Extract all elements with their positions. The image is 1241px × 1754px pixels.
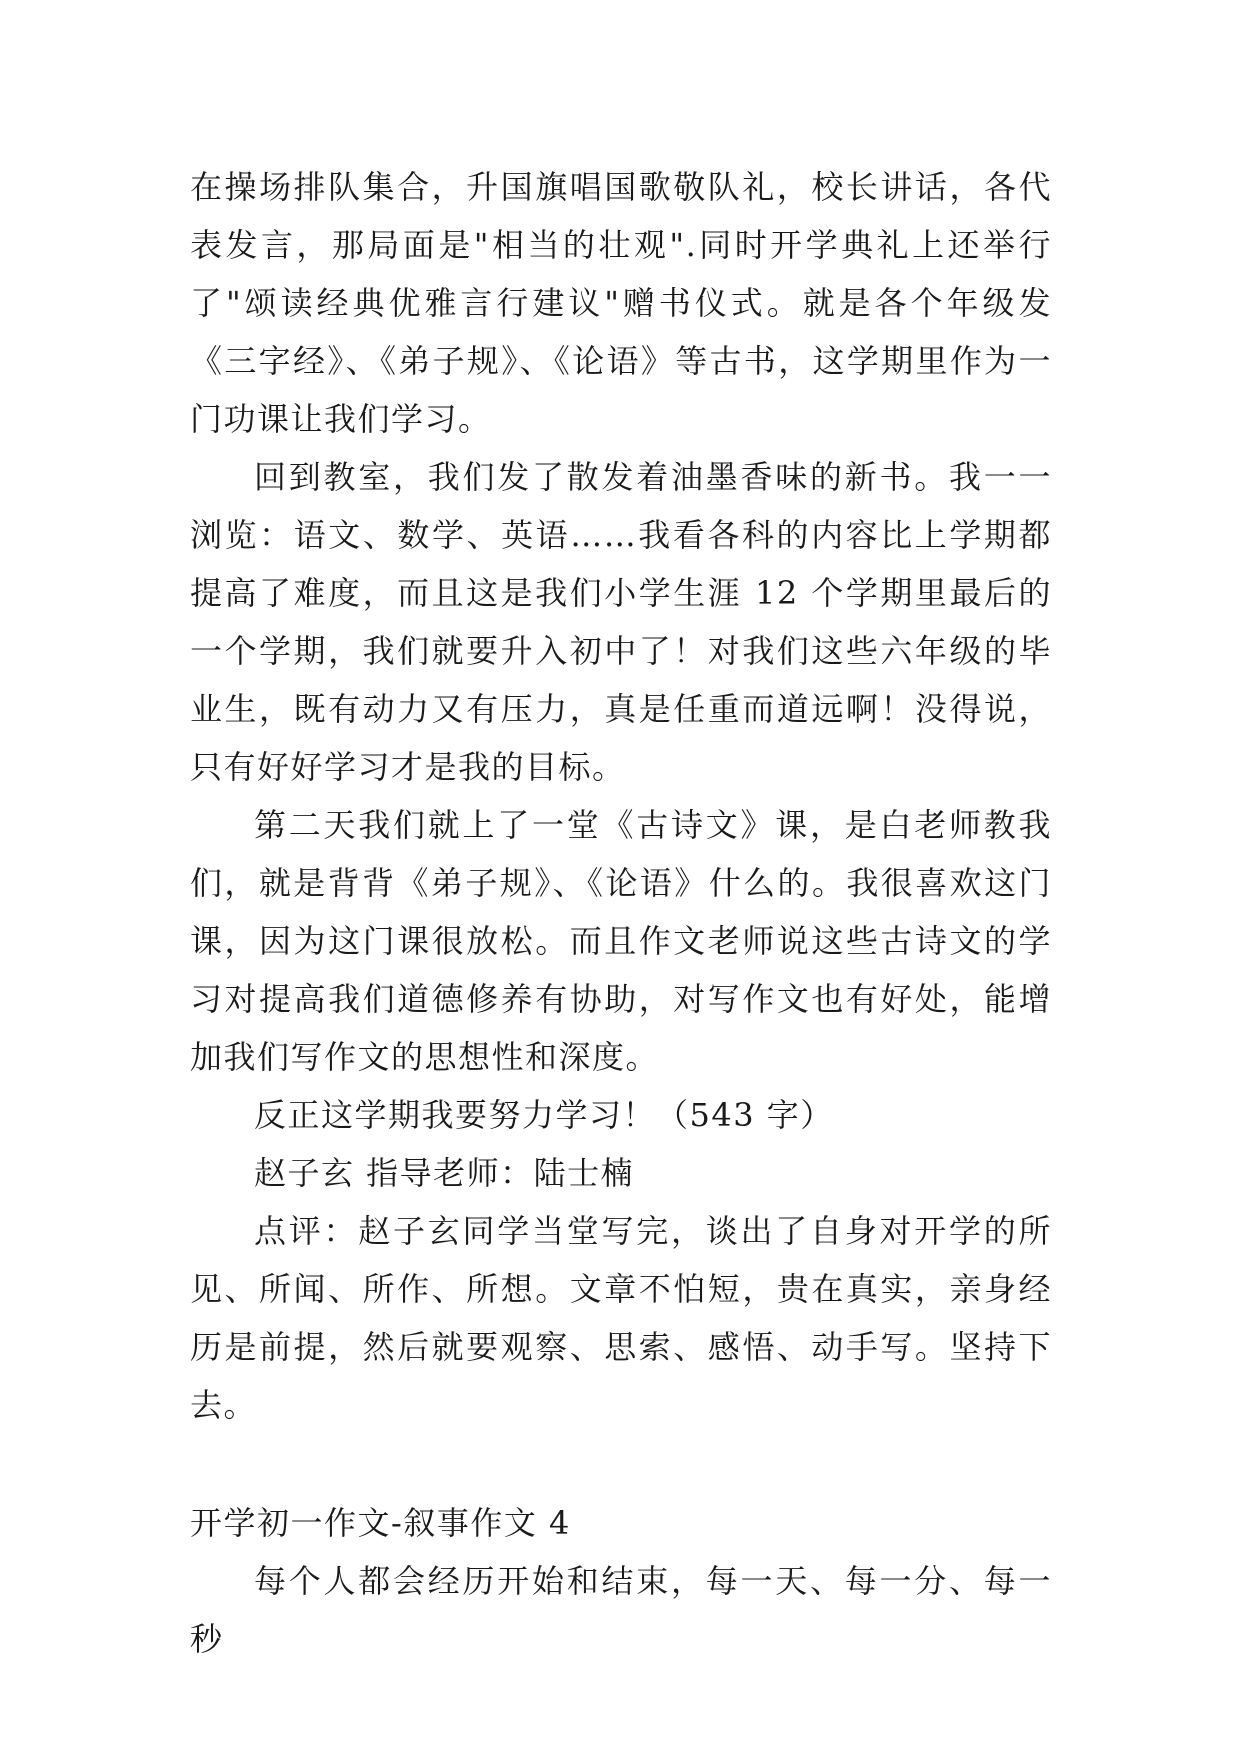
paragraph-conclusion: 反正这学期我要努力学习！（543 字）: [254, 1096, 834, 1134]
author-line: 赵子玄 指导老师：陆士楠: [254, 1154, 635, 1192]
section-heading: 开学初一作文-叙事作文 4: [190, 1504, 571, 1542]
document-page: [190, 158, 1052, 1668]
section-first-paragraph: 每个人都会经历开始和结束，每一天、每一分、每一秒: [190, 1562, 1052, 1658]
paragraph-opening-ceremony: 在操场排队集合，升国旗唱国歌敬队礼，校长讲话，各代表发言，那局面是"相当的壮观".同时开学典礼上还举行了"颂读经典优雅言行建议"赠书仪式。就是各个年级发《三字经》、《弟子规》、《论语》等古书，这学期里作为一门功课让我们学习。: [190, 168, 1052, 438]
paragraph-classical-lesson: 第二天我们就上了一堂《古诗文》课，是白老师教我们，就是背背《弟子规》、《论语》什么的。我很喜欢这门课，因为这门课很放松。而且作文老师说这些古诗文的学习对提高我们道德修养有协助，对写作文也有好处，能增加我们写作文的思想性和深度。: [190, 806, 1052, 1076]
teacher-comment: 点评：赵子玄同学当堂写完，谈出了自身对开学的所见、所闻、所作、所想。文章不怕短，贵在真实，亲身经历是前提，然后就要观察、思索、感悟、动手写。坚持下去。: [190, 1212, 1052, 1424]
paragraph-new-books: 回到教室，我们发了散发着油墨香味的新书。我一一浏览：语文、数学、英语……我看各科的内容比上学期都提高了难度，而且这是我们小学生涯 12 个学期里最后的一个学期，我们就要升入初中了！对我们这些六年级的毕业生，既有动力又有压力，真是任重而道远啊！没得说，只有好好学习才是我的目标。: [190, 458, 1052, 786]
